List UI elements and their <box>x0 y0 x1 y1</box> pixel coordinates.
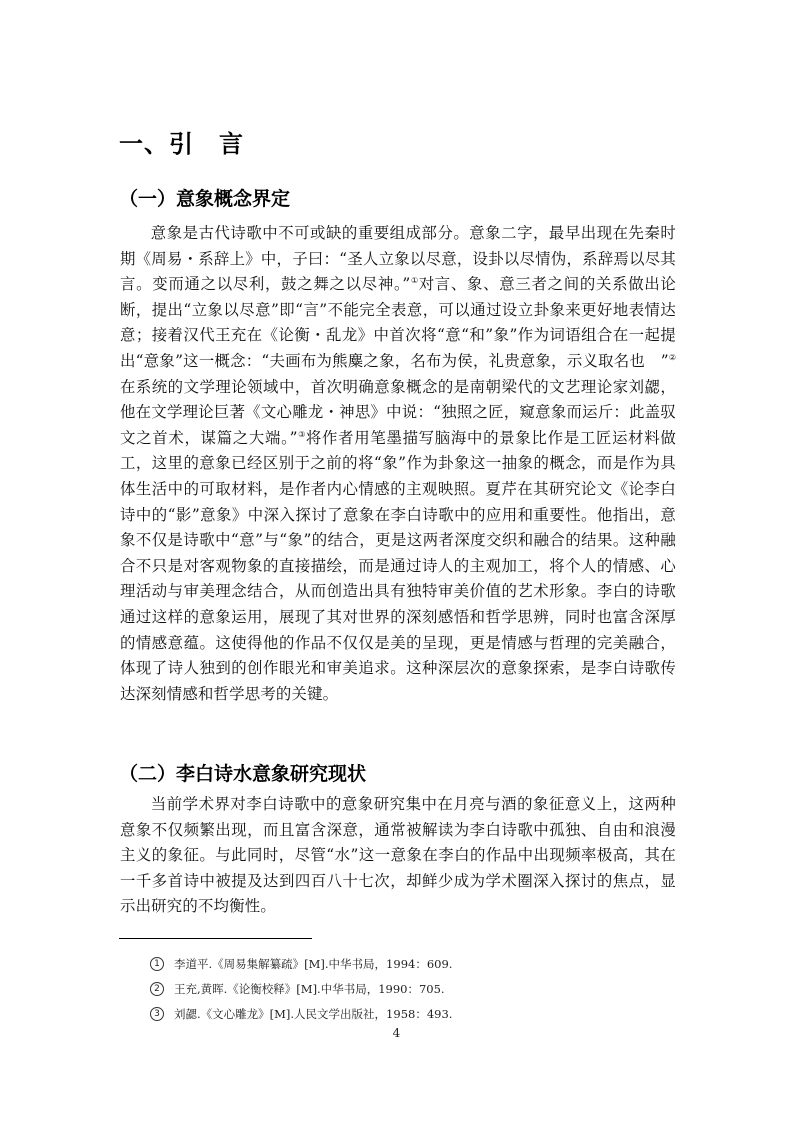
footnote-text: 刘勰.《文心雕龙》[M].人民文学出版社，1958：493. <box>174 1006 453 1021</box>
footnotes <box>150 951 650 1026</box>
footnote-ref-1[interactable]: ① <box>410 276 419 286</box>
paragraph-text: 对言、象、意三者之间的关系做出论断，提出“立象以尽意”即“言”不能完全表意，可以通过设立卦象来更好地表情达意；接着汉代王充在《论衡・乱龙》中首次将“意“和”象”作为词语组合在一起提出“意象”这一概念：“夫画布为熊麋之象，名布为侯，礼贵意象，示义取名也 ” <box>120 275 677 370</box>
section-1-paragraph <box>120 221 676 707</box>
footnote-3 <box>150 1001 650 1026</box>
footnote-ref-3[interactable]: ③ <box>297 429 306 439</box>
footnote-text: 李道平.《周易集解纂疏》[M].中华书局，1994：609. <box>174 956 453 971</box>
footnote-marker: 1 <box>150 957 164 971</box>
chapter-title: 一、引 言 <box>119 130 244 158</box>
page-number: 4 <box>392 1026 401 1040</box>
paragraph-text: 当前学术界对李白诗歌中的意象研究集中在月亮与酒的象征意义上，这两种意象不仅频繁出现，而且富含深意，通常被解读为李白诗歌中孤独、自由和浪漫主义的象征。与此同时，尽管“水”这一意象在李白的作品中出现频率极高，其在一千多首诗中被提及达到四百八十七次，却鲜少成为学术圈深入探讨的焦点，显示出研究的不均衡性。 <box>120 795 676 916</box>
footnote-text: 王充,黄晖.《论衡校释》[M].中华书局，1990：705. <box>174 981 445 996</box>
footnote-marker: 3 <box>150 1007 164 1021</box>
paragraph-text: 将作者用笔墨描写脑海中的景象比作是工匠运材料做工，这里的意象已经区别于之前的将“象”作为卦象这一抽象的概念，而是作为具体生活中的可取材料，是作者内心情感的主观映照。夏芹在其研究论文《论李白诗中的“影”意象》中深入探讨了意象在李白诗歌中的应用和重要性。他指出，意象不仅是诗歌中“意”与“象”的结合，更是这两者深度交织和融合的结果。这种融合不只是对客观物象的直接描绘，而是通过诗人的主观加工，将个人的情感、心理活动与审美理念结合，从而创造出具有独特审美价值的艺术形象。李白的诗歌通过这样的意象运用，展现了其对世界的深刻感悟和哲学思辨，同时也富含深厚的情感意蕴。这使得他的作品不仅仅是美的呈现，更是情感与哲理的完美融合，体现了诗人独到的创作眼光和审美追求。这种深层次的意象探索，是李白诗歌传达深刻情感和哲学思考的关键。 <box>120 428 676 703</box>
footnote-2 <box>150 976 650 1001</box>
section-2-paragraph <box>120 792 676 920</box>
footnote-separator <box>119 938 312 939</box>
footnote-1 <box>150 951 650 976</box>
footnote-ref-2[interactable]: ② <box>668 352 677 362</box>
footnote-marker: 2 <box>150 982 164 996</box>
paragraph-text: 意象是古代诗歌中不可或缺的重要组成部分。意象二字，最早出现在先秦时期《周易・系辞上》中，子曰：“圣人立象以尽意，设卦以尽情伪，系辞焉以尽其言。变而通之以尽利，鼓之舞之以尽神。” <box>120 224 676 294</box>
section-heading-2: （二）李白诗水意象研究现状 <box>119 763 367 785</box>
paragraph-text: 在系统的文学理论领域中，首次明确意象概念的是南朝梁代的文艺理论家刘勰，他在文学理论巨著《文心雕龙・神思》中说：“独照之匠，窥意象而运斤：此盖驭文之首术，谋篇之大端。” <box>120 377 676 447</box>
section-heading-1: （一）意象概念界定 <box>119 188 291 210</box>
